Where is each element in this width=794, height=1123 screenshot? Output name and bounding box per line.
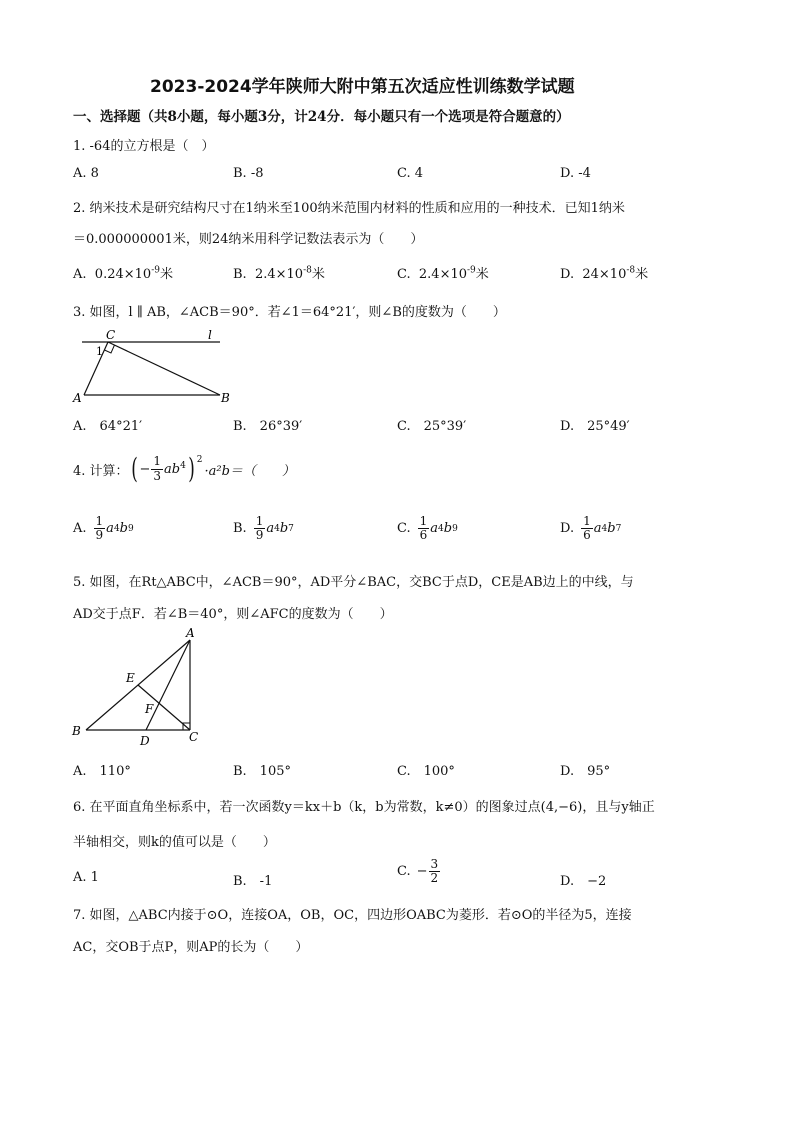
var-b: b	[279, 521, 289, 537]
section-heading: 一、选择题（共8小题，每小题3分，计24分．每小题只有一个选项是符合题意的）	[73, 109, 570, 125]
fraction	[581, 515, 593, 542]
label-e: E	[126, 671, 135, 685]
var-b: b	[607, 521, 616, 537]
option-label: B.	[233, 267, 247, 282]
exponent: -9	[151, 265, 160, 276]
option-label: A.	[73, 267, 87, 282]
times-ten: ×10	[123, 267, 152, 282]
q6-option-c	[397, 858, 441, 885]
q5-option-d: D. 95°	[560, 764, 611, 779]
a-exponent: 4	[113, 523, 120, 534]
q2-option-d	[560, 263, 648, 282]
q3-figure	[70, 325, 230, 405]
q6-option-a: A. 1	[73, 870, 99, 885]
option-label: A.	[73, 521, 87, 537]
option-label: C.	[397, 267, 411, 282]
var-b: b	[119, 521, 128, 537]
q6-option-d: D. −2	[560, 874, 607, 889]
a-exponent: 4	[438, 523, 444, 534]
mantissa: 24	[582, 267, 599, 282]
label-d: D	[140, 734, 150, 748]
var-b: b	[443, 521, 453, 537]
label-b: B	[221, 391, 230, 405]
b-exponent: 7	[615, 523, 622, 534]
fraction	[429, 858, 441, 885]
q4-option-a	[73, 515, 134, 542]
numerator: 3	[430, 857, 439, 871]
q4-tail: ·a²b＝（ ）	[204, 463, 295, 479]
times-ten: ×10	[275, 267, 304, 282]
q3-text: 3. 如图，l ∥ AB，∠ACB＝90°．若∠1＝64°21′，则∠B的度数为（ ）	[73, 305, 506, 320]
fraction	[151, 455, 163, 482]
minus-sign: −	[416, 864, 428, 880]
q5-option-a: A. 110°	[73, 764, 131, 779]
q5-line2: AD交于点F．若∠B＝40°，则∠AFC的度数为（ ）	[73, 607, 393, 622]
fraction	[418, 515, 430, 542]
mantissa: 0.24	[94, 267, 124, 282]
page-title: 2023-2024学年陕师大附中第五次适应性训练数学试题	[150, 77, 575, 97]
fraction	[94, 515, 106, 542]
option-label: D.	[560, 267, 575, 282]
option-label: B.	[233, 521, 247, 537]
segment-cb	[108, 342, 220, 395]
denominator: 2	[430, 871, 439, 886]
b-exponent: 7	[288, 523, 294, 534]
denominator: 9	[255, 528, 264, 543]
label-b: B	[72, 724, 81, 738]
q2-option-a	[73, 263, 173, 282]
q5-figure	[66, 625, 216, 750]
q5-option-b: B. 105°	[233, 764, 291, 779]
q4-prefix: 4. 计算：	[73, 463, 129, 479]
label-a: A	[73, 391, 82, 405]
b-exponent: 9	[128, 523, 134, 534]
q2-line2: ＝0.000000001米，则24纳米用科学记数法表示为（ ）	[73, 232, 424, 247]
exponent: -8	[626, 265, 636, 276]
inner-term: ab	[164, 461, 181, 477]
unit: 米	[311, 267, 325, 282]
q3-option-a: A. 64°21′	[73, 419, 143, 434]
times-ten: ×10	[598, 267, 627, 282]
segment-ad	[146, 640, 190, 730]
q1-option-a: A. 8	[73, 166, 99, 181]
inner-exponent: 4	[180, 461, 186, 471]
b-exponent: 9	[452, 523, 458, 534]
mantissa: 2.4	[418, 267, 440, 282]
mantissa: 2.4	[254, 267, 276, 282]
q1-text: 1. -64的立方根是（ ）	[73, 139, 215, 154]
q3-option-c: C. 25°39′	[397, 419, 467, 434]
var-a: a	[106, 521, 114, 537]
q5-option-c: C. 100°	[397, 764, 455, 779]
fraction	[254, 515, 266, 542]
q2-option-c	[397, 263, 489, 282]
option-label: D.	[560, 521, 575, 537]
label-angle-1: 1	[96, 345, 103, 358]
numerator: 1	[153, 454, 162, 469]
right-paren: )	[188, 452, 195, 485]
q4-expression	[73, 452, 295, 485]
denominator: 3	[153, 468, 162, 483]
minus-sign: −	[139, 461, 151, 477]
q6-line2: 半轴相交，则k的值可以是（ ）	[73, 835, 276, 850]
numerator: 1	[583, 514, 591, 528]
var-a: a	[593, 521, 602, 537]
q4-option-d	[560, 515, 621, 542]
numerator: 1	[95, 514, 104, 528]
option-label: C.	[397, 521, 411, 537]
unit: 米	[159, 267, 173, 282]
a-exponent: 4	[274, 523, 280, 534]
q4-option-c	[397, 515, 458, 542]
q2-option-b	[233, 263, 325, 282]
q1-option-d: D. -4	[560, 166, 591, 181]
q1-option-b: B. -8	[233, 166, 264, 181]
exponent: -8	[303, 265, 312, 276]
outer-exponent: 2	[196, 455, 203, 465]
q1-option-c: C. 4	[397, 166, 424, 181]
times-ten: ×10	[439, 267, 468, 282]
option-label: C.	[397, 864, 411, 880]
q7-line1: 7. 如图，△ABC内接于⊙O，连接OA，OB，OC，四边形OABC为菱形．若⊙O的半径为5，连接	[73, 908, 632, 923]
denominator: 6	[583, 528, 591, 543]
var-a: a	[430, 521, 439, 537]
var-a: a	[266, 521, 275, 537]
label-a: A	[186, 626, 195, 640]
numerator: 1	[255, 514, 264, 528]
label-c: C	[189, 730, 199, 744]
denominator: 6	[419, 528, 428, 543]
unit: 米	[635, 267, 649, 282]
exponent: -9	[467, 265, 476, 276]
q2-line1: 2. 纳米技术是研究结构尺寸在1纳米至100纳米范围内材料的性质和应用的一种技术．已知1纳米	[73, 201, 625, 216]
q3-option-b: B. 26°39′	[233, 419, 303, 434]
numerator: 1	[419, 514, 428, 528]
left-paren: (	[130, 452, 138, 485]
q5-line1: 5. 如图，在Rt△ABC中，∠ACB＝90°，AD平分∠BAC，交BC于点D，CE是AB边上的中线，与	[73, 575, 634, 590]
q3-option-d: D. 25°49′	[560, 419, 630, 434]
q6-line1: 6. 在平面直角坐标系中，若一次函数y＝kx＋b（k，b为常数，k≠0）的图象过点(4,−6)，且与y轴正	[73, 800, 655, 815]
q7-line2: AC，交OB于点P，则AP的长为（ ）	[73, 940, 309, 955]
q4-option-b	[233, 515, 294, 542]
q6-option-b: B. -1	[233, 874, 273, 889]
label-l: l	[208, 328, 212, 342]
unit: 米	[475, 267, 489, 282]
a-exponent: 4	[601, 523, 608, 534]
denominator: 9	[95, 528, 104, 543]
label-c: C	[106, 328, 116, 342]
label-f: F	[145, 702, 154, 716]
